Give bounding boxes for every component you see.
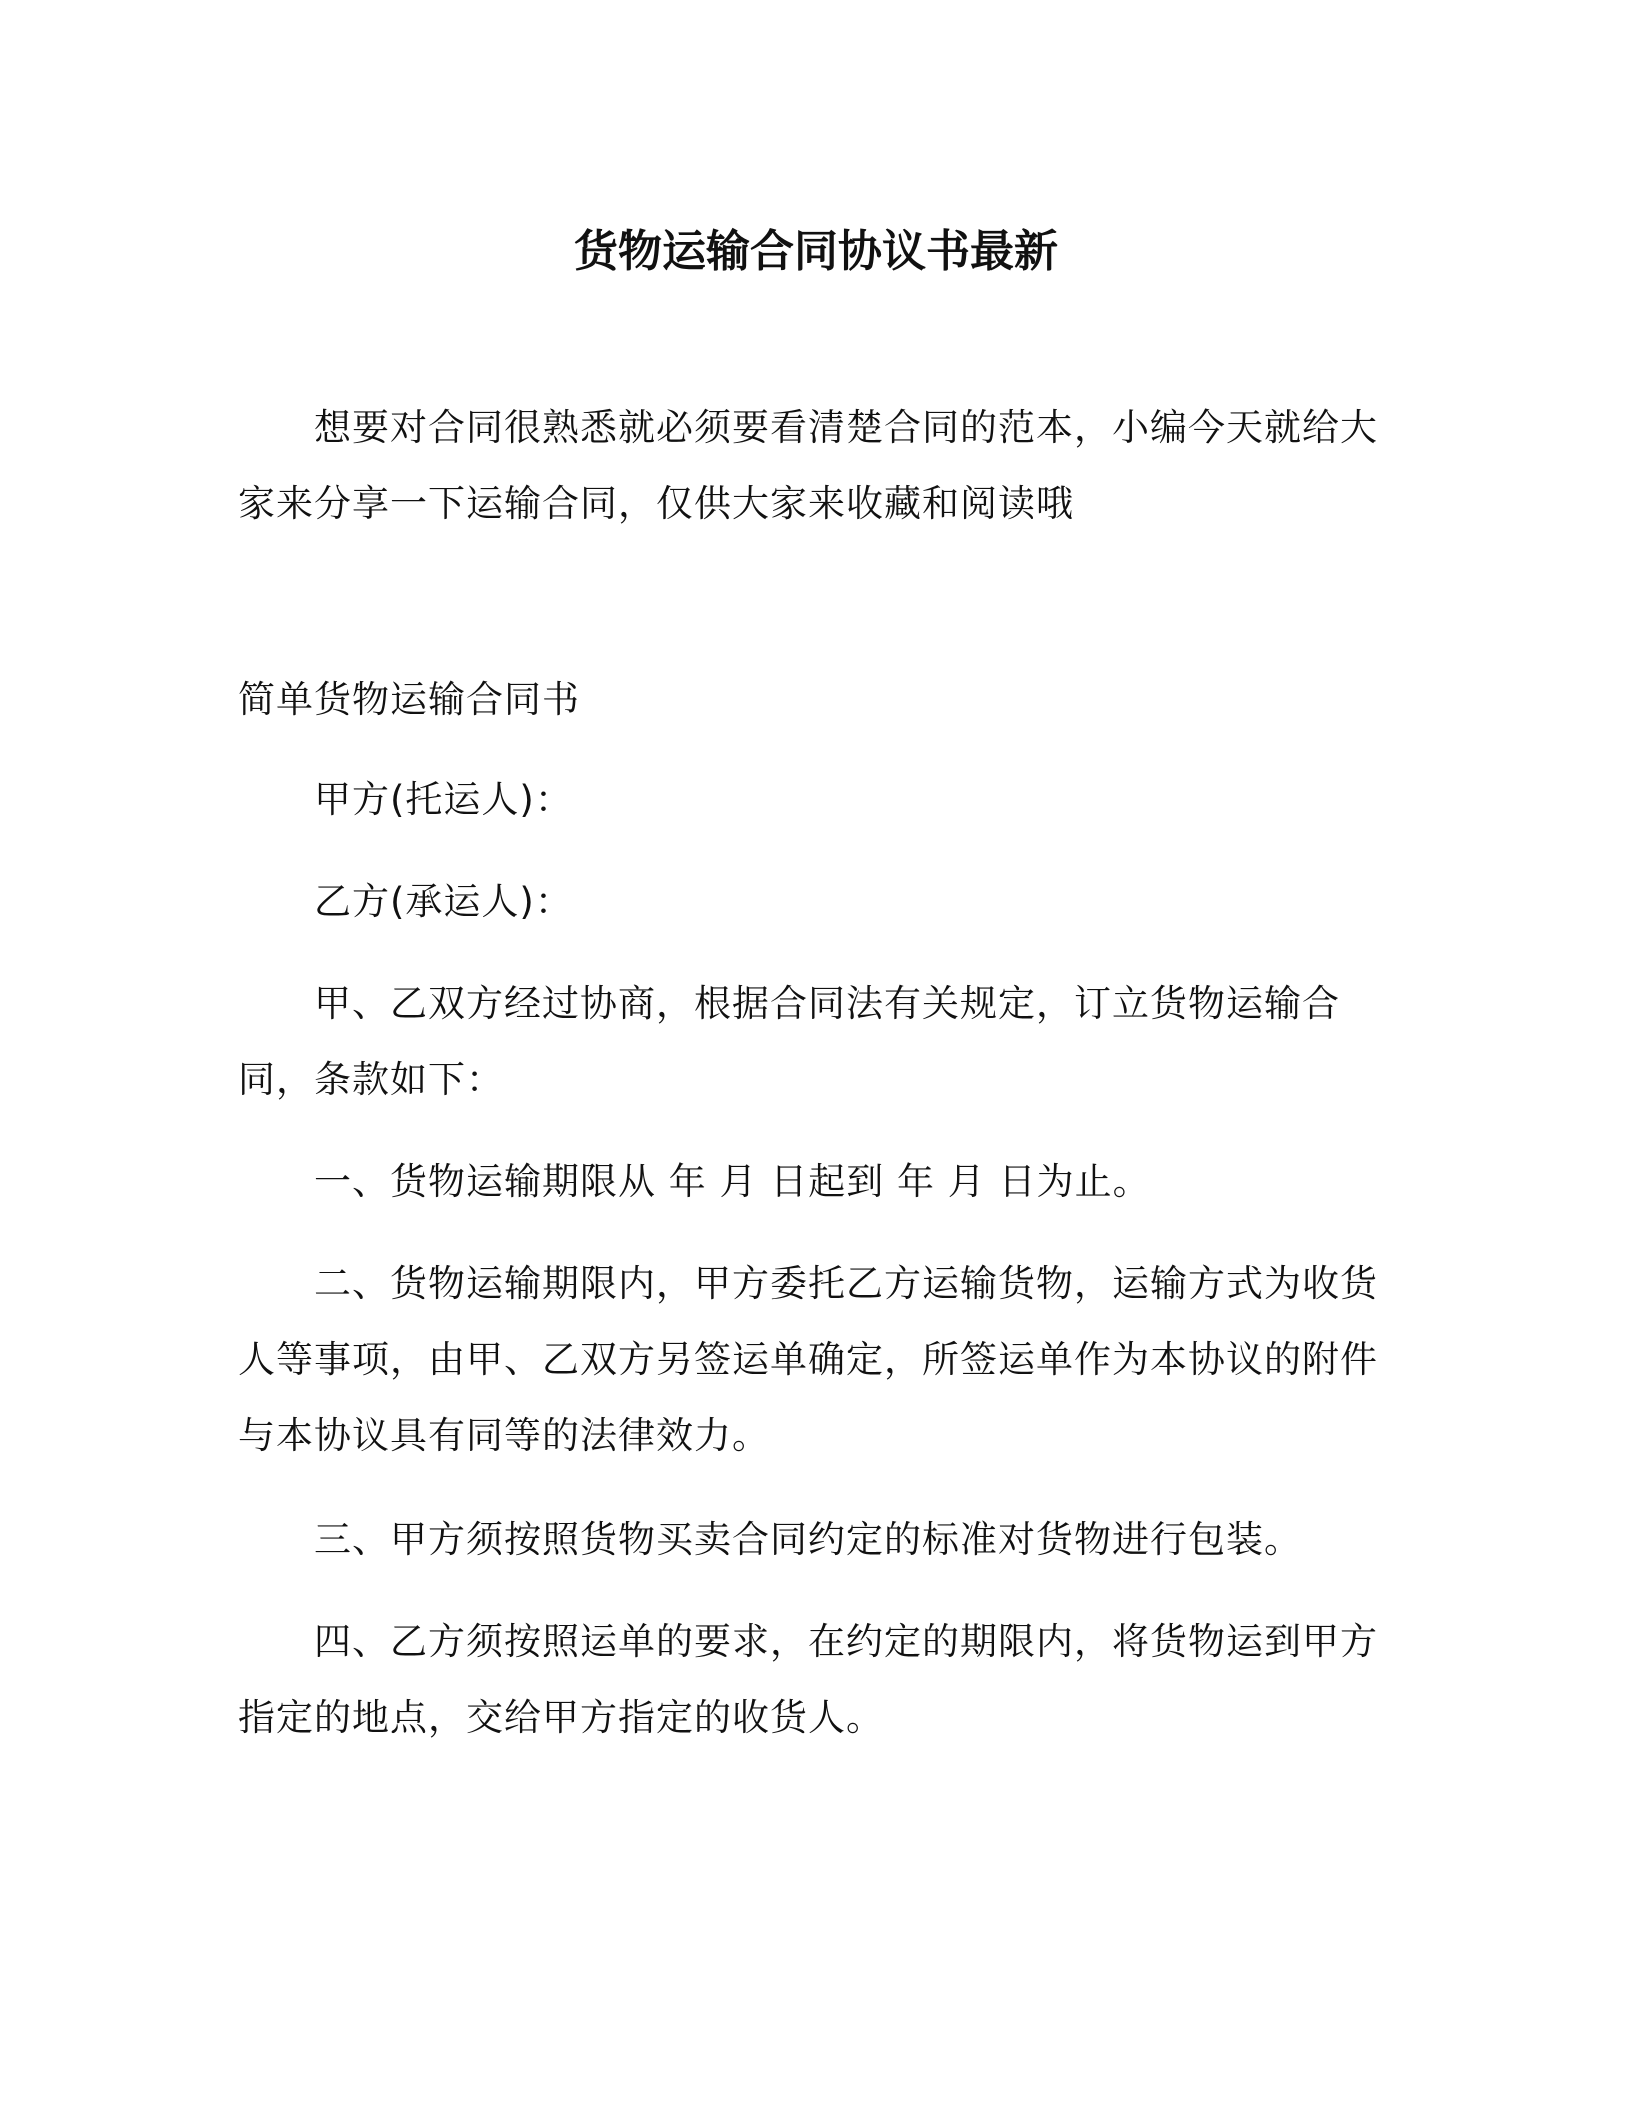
clause-2: 二、货物运输期限内，甲方委托乙方运输货物，运输方式为收货人等事项，由甲、乙双方另签运单确定，所签运单作为本协议的附件与本协议具有同等的法律效力。	[238, 1262, 1378, 1457]
party-b-line: 乙方(承运人)：	[314, 880, 573, 923]
preamble-paragraph: 甲、乙双方经过协商，根据合同法有关规定，订立货物运输合同，条款如下：	[238, 982, 1340, 1101]
party-a-line: 甲方(托运人)：	[314, 778, 573, 821]
clause-4: 四、乙方须按照运单的要求，在约定的期限内，将货物运到甲方指定的地点，交给甲方指定的收货人。	[238, 1620, 1378, 1739]
section-heading: 简单货物运输合同书	[238, 678, 580, 721]
document-title: 货物运输合同协议书最新	[574, 226, 1058, 277]
clause-3: 三、甲方须按照货物买卖合同约定的标准对货物进行包装。	[314, 1518, 1302, 1561]
intro-paragraph: 想要对合同很熟悉就必须要看清楚合同的范本，小编今天就给大家来分享一下运输合同，仅供大家来收藏和阅读哦	[238, 406, 1378, 525]
clause-1: 一、货物运输期限从 年 月 日起到 年 月 日为止。	[314, 1160, 1151, 1203]
